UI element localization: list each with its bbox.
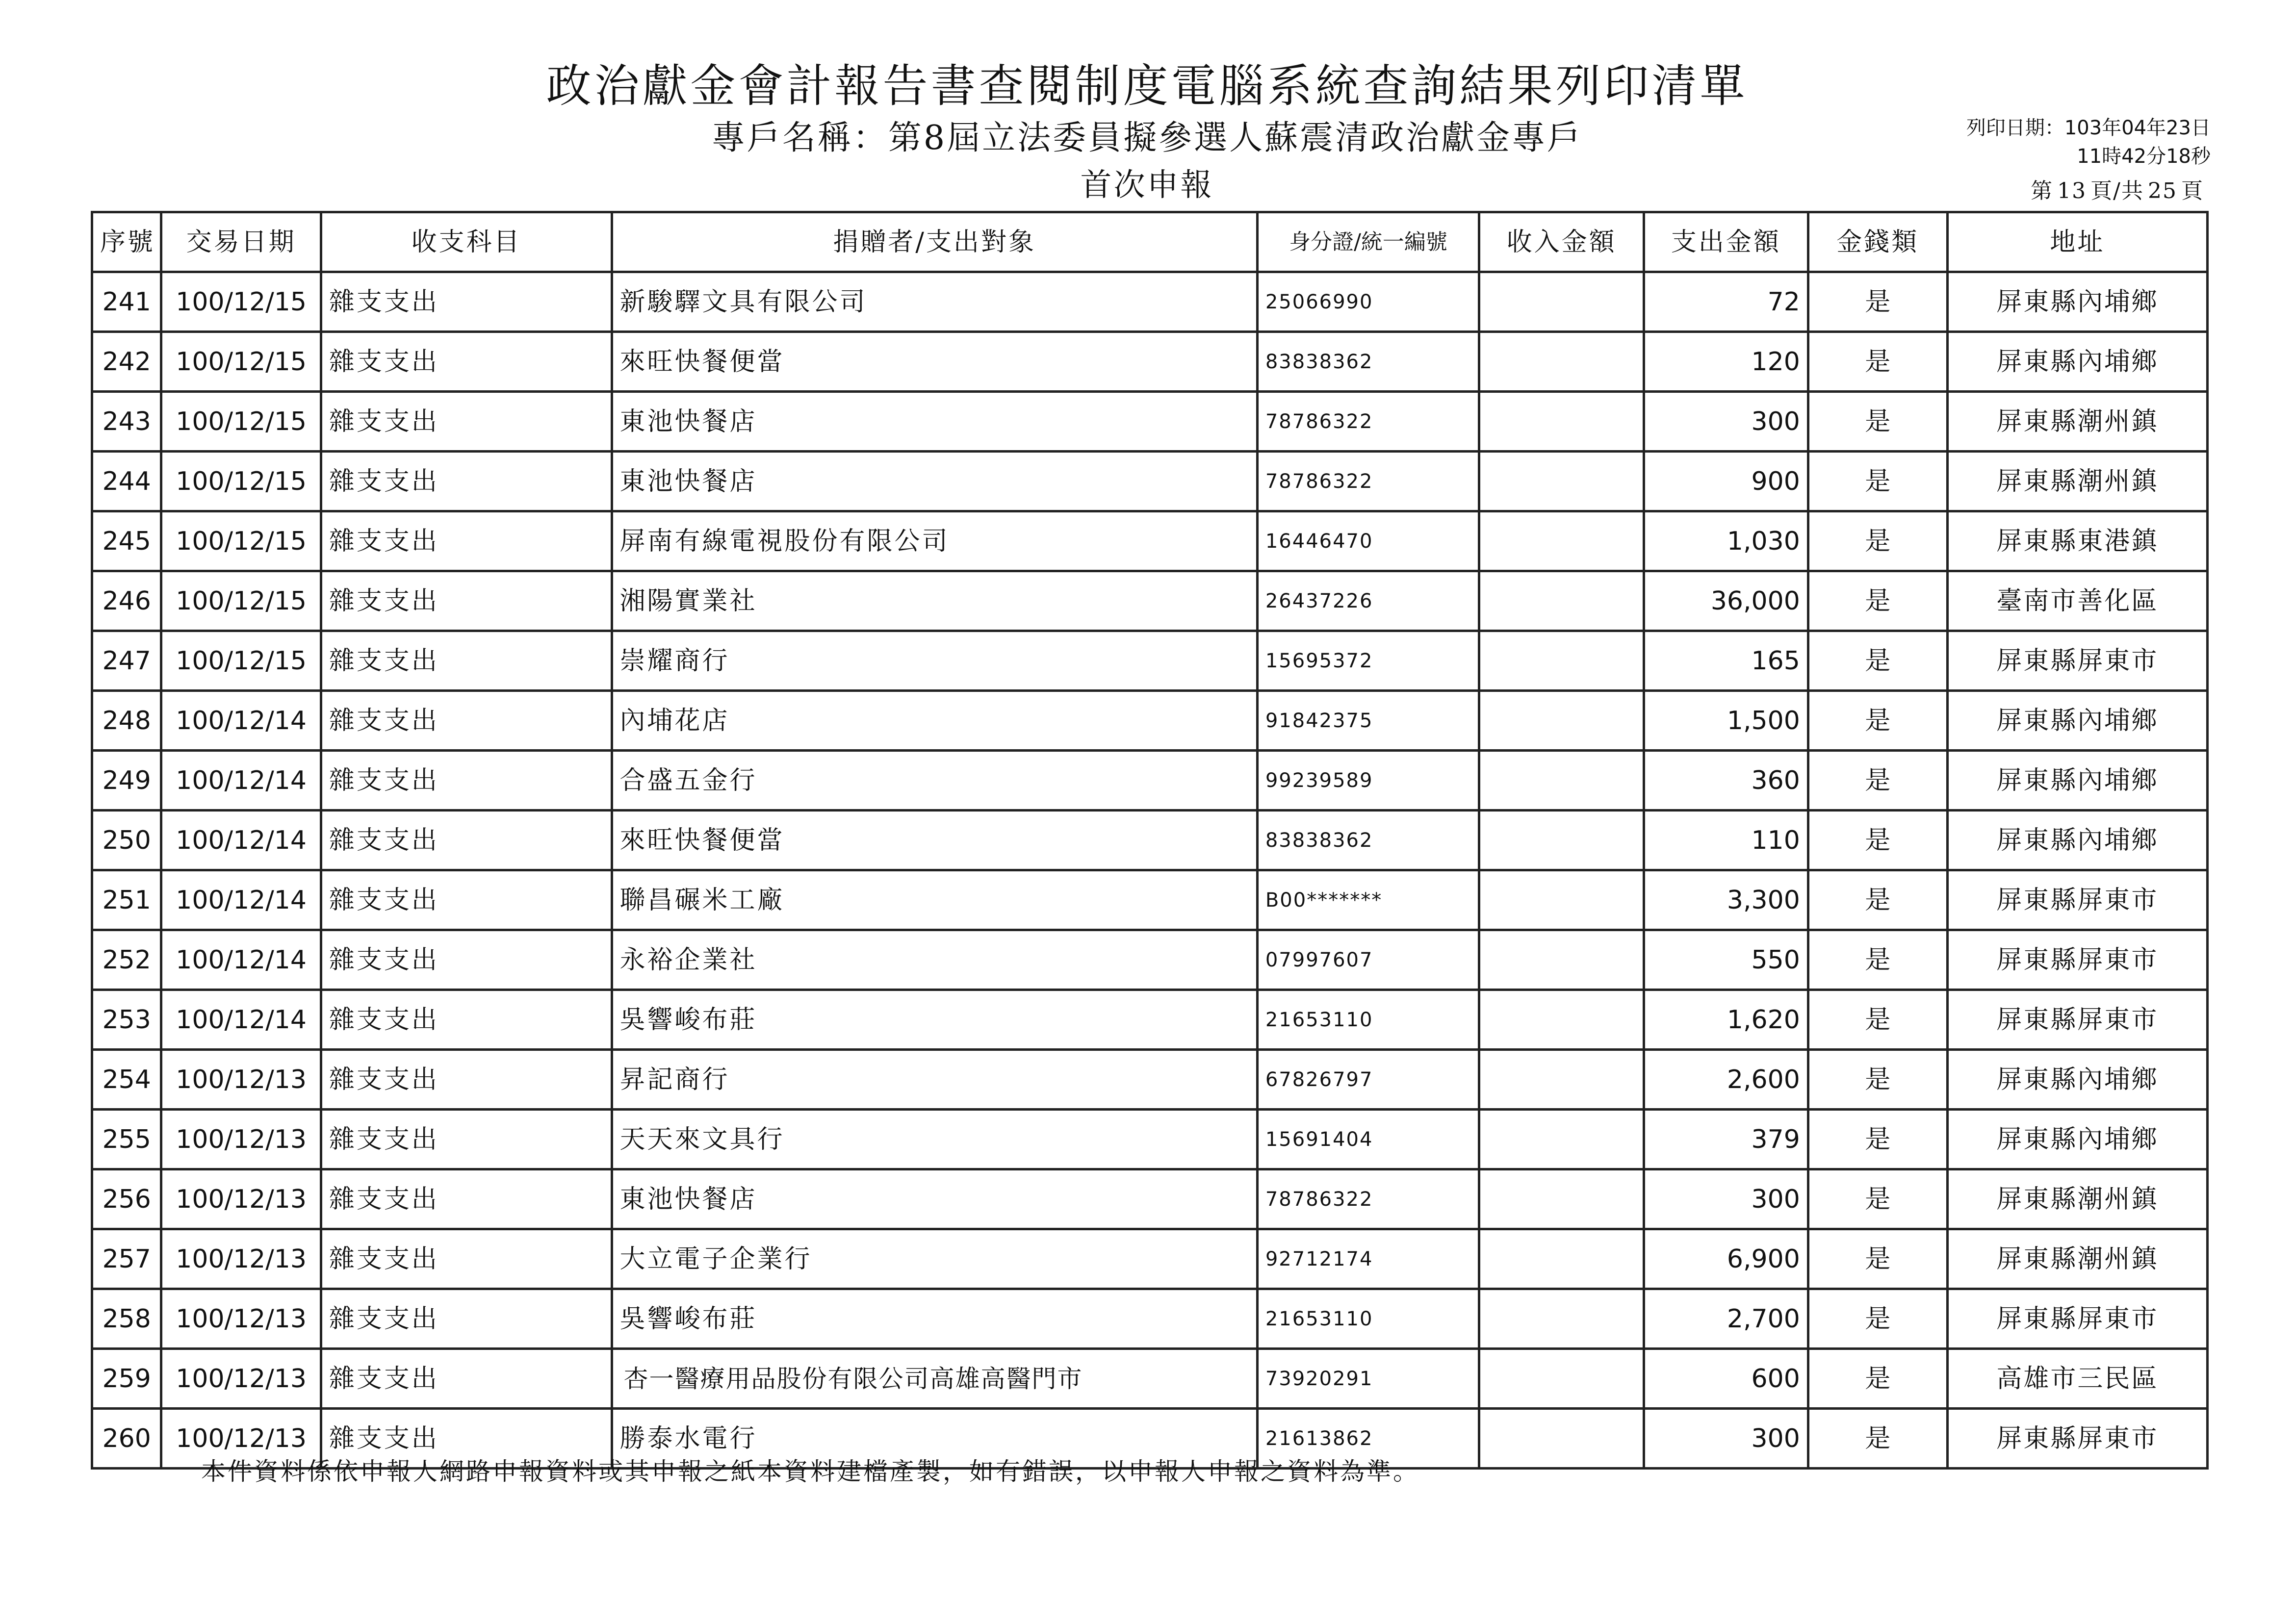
page-mid: 頁/共: [2090, 178, 2144, 203]
row-party: 吳響峻布莊: [612, 990, 1257, 1050]
row-category: 雜支支出: [321, 332, 612, 392]
row-address: 屏東縣屏東市: [1947, 631, 2207, 691]
row-date: 100/12/14: [161, 751, 321, 811]
row-expense: 165: [1644, 631, 1808, 691]
row-party: 合盛五金行: [612, 751, 1257, 811]
table-row: [92, 870, 2208, 930]
row-address: 屏東縣內埔鄉: [1947, 751, 2207, 811]
table-row: [92, 691, 2208, 751]
table-header-row: [92, 212, 2208, 272]
row-category: 雜支支出: [321, 452, 612, 511]
row-id: 67826797: [1257, 1050, 1479, 1110]
row-income: [1479, 990, 1644, 1050]
table-row: [92, 751, 2208, 811]
column-header-expense: 支出金額: [1644, 212, 1808, 272]
row-category: 雜支支出: [321, 392, 612, 452]
row-expense: 600: [1644, 1349, 1808, 1409]
page-prefix: 第: [2031, 178, 2054, 203]
table-row: [92, 1289, 2208, 1349]
table-row: [92, 631, 2208, 691]
row-income: [1479, 1349, 1644, 1409]
row-address: 屏東縣屏東市: [1947, 930, 2207, 990]
row-seq: 250: [92, 811, 161, 870]
row-expense: 300: [1644, 392, 1808, 452]
print-info: [1867, 114, 2211, 171]
row-party: 大立電子企業行: [612, 1229, 1257, 1289]
row-party: 杏一醫療用品股份有限公司高雄高醫門市: [612, 1349, 1257, 1409]
row-address: 屏東縣潮州鎮: [1947, 1169, 2207, 1229]
column-header-address: 地址: [1947, 212, 2207, 272]
row-cash: 是: [1808, 751, 1947, 811]
row-cash: 是: [1808, 1289, 1947, 1349]
row-cash: 是: [1808, 571, 1947, 631]
row-income: [1479, 571, 1644, 631]
row-income: [1479, 930, 1644, 990]
row-cash: 是: [1808, 1229, 1947, 1289]
row-seq: 247: [92, 631, 161, 691]
row-expense: 1,030: [1644, 511, 1808, 571]
row-cash: 是: [1808, 870, 1947, 930]
row-income: [1479, 511, 1644, 571]
row-category: 雜支支出: [321, 930, 612, 990]
row-seq: 257: [92, 1229, 161, 1289]
row-address: 屏東縣潮州鎮: [1947, 452, 2207, 511]
row-party: 內埔花店: [612, 691, 1257, 751]
row-id: 83838362: [1257, 332, 1479, 392]
table-row: [92, 571, 2208, 631]
row-date: 100/12/14: [161, 691, 321, 751]
row-expense: 120: [1644, 332, 1808, 392]
row-cash: 是: [1808, 930, 1947, 990]
row-expense: 900: [1644, 452, 1808, 511]
row-category: 雜支支出: [321, 990, 612, 1050]
row-category: 雜支支出: [321, 691, 612, 751]
row-address: 屏東縣內埔鄉: [1947, 272, 2207, 332]
print-date: 列印日期：103年04年23日: [1966, 117, 2211, 139]
row-id: 78786322: [1257, 452, 1479, 511]
row-address: 屏東縣內埔鄉: [1947, 1050, 2207, 1110]
row-seq: 252: [92, 930, 161, 990]
row-date: 100/12/13: [161, 1409, 321, 1469]
row-income: [1479, 1289, 1644, 1349]
row-address: 屏東縣內埔鄉: [1947, 811, 2207, 870]
row-seq: 255: [92, 1110, 161, 1169]
row-income: [1479, 691, 1644, 751]
row-date: 100/12/13: [161, 1110, 321, 1169]
row-party: 天天來文具行: [612, 1110, 1257, 1169]
row-id: 15691404: [1257, 1110, 1479, 1169]
table-row: [92, 1229, 2208, 1289]
row-income: [1479, 272, 1644, 332]
row-address: 屏東縣潮州鎮: [1947, 392, 2207, 452]
row-seq: 256: [92, 1169, 161, 1229]
row-cash: 是: [1808, 631, 1947, 691]
row-cash: 是: [1808, 1050, 1947, 1110]
row-date: 100/12/13: [161, 1349, 321, 1409]
row-date: 100/12/13: [161, 1169, 321, 1229]
table-row: [92, 452, 2208, 511]
row-income: [1479, 1110, 1644, 1169]
page-current: 13: [2057, 178, 2087, 203]
column-header-id: 身分證/統一編號: [1257, 212, 1479, 272]
row-seq: 243: [92, 392, 161, 452]
column-header-cash: 金錢類: [1808, 212, 1947, 272]
row-address: 屏東縣屏東市: [1947, 870, 2207, 930]
row-party: 永裕企業社: [612, 930, 1257, 990]
page-suffix: 頁: [2181, 178, 2204, 203]
table-row: [92, 811, 2208, 870]
row-id: 16446470: [1257, 511, 1479, 571]
row-expense: 379: [1644, 1110, 1808, 1169]
row-expense: 2,600: [1644, 1050, 1808, 1110]
table-row: [92, 392, 2208, 452]
row-date: 100/12/13: [161, 1050, 321, 1110]
row-address: 屏東縣屏東市: [1947, 1409, 2207, 1469]
print-time: 11時42分18秒: [2077, 145, 2211, 168]
row-cash: 是: [1808, 272, 1947, 332]
row-party: 崇耀商行: [612, 631, 1257, 691]
report-type: 首次申報: [1080, 167, 1214, 203]
row-seq: 258: [92, 1289, 161, 1349]
row-income: [1479, 1229, 1644, 1289]
row-date: 100/12/14: [161, 930, 321, 990]
row-id: 78786322: [1257, 1169, 1479, 1229]
row-income: [1479, 870, 1644, 930]
row-income: [1479, 452, 1644, 511]
page-indicator: [2029, 180, 2206, 202]
row-category: 雜支支出: [321, 1409, 612, 1469]
report-title: 政治獻金會計報告書查閱制度電腦系統查詢結果列印清單: [546, 60, 1748, 112]
row-id: B00*******: [1257, 870, 1479, 930]
row-category: 雜支支出: [321, 1110, 612, 1169]
row-id: 91842375: [1257, 691, 1479, 751]
table-row: [92, 1169, 2208, 1229]
row-date: 100/12/13: [161, 1229, 321, 1289]
row-cash: 是: [1808, 811, 1947, 870]
row-expense: 1,500: [1644, 691, 1808, 751]
row-seq: 245: [92, 511, 161, 571]
row-address: 屏東縣內埔鄉: [1947, 1110, 2207, 1169]
row-date: 100/12/14: [161, 811, 321, 870]
row-id: 99239589: [1257, 751, 1479, 811]
row-category: 雜支支出: [321, 1050, 612, 1110]
row-date: 100/12/13: [161, 1289, 321, 1349]
row-category: 雜支支出: [321, 1169, 612, 1229]
row-income: [1479, 1050, 1644, 1110]
table-row: [92, 1050, 2208, 1110]
row-date: 100/12/15: [161, 452, 321, 511]
footer-note: 本件資料係依申報人網路申報資料或其申報之紙本資料建檔產製，如有錯誤，以申報人申報之資料為準。: [201, 1457, 1419, 1486]
row-party: 新駿驛文具有限公司: [612, 272, 1257, 332]
row-income: [1479, 631, 1644, 691]
row-address: 臺南市善化區: [1947, 571, 2207, 631]
row-income: [1479, 392, 1644, 452]
row-income: [1479, 1409, 1644, 1469]
table-row: [92, 1110, 2208, 1169]
row-address: 屏東縣屏東市: [1947, 1289, 2207, 1349]
table-row: [92, 272, 2208, 332]
row-id: 21653110: [1257, 1289, 1479, 1349]
row-seq: 260: [92, 1409, 161, 1469]
row-category: 雜支支出: [321, 511, 612, 571]
row-income: [1479, 811, 1644, 870]
row-seq: 259: [92, 1349, 161, 1409]
row-date: 100/12/14: [161, 870, 321, 930]
row-category: 雜支支出: [321, 1349, 612, 1409]
row-id: 92712174: [1257, 1229, 1479, 1289]
row-date: 100/12/15: [161, 392, 321, 452]
row-date: 100/12/15: [161, 631, 321, 691]
row-category: 雜支支出: [321, 1229, 612, 1289]
row-seq: 253: [92, 990, 161, 1050]
table-row: [92, 990, 2208, 1050]
column-header-party: 捐贈者/支出對象: [612, 212, 1257, 272]
row-party: 吳響峻布莊: [612, 1289, 1257, 1349]
row-income: [1479, 751, 1644, 811]
row-cash: 是: [1808, 1349, 1947, 1409]
row-cash: 是: [1808, 990, 1947, 1050]
row-id: 21613862: [1257, 1409, 1479, 1469]
row-address: 屏東縣東港鎮: [1947, 511, 2207, 571]
row-seq: 251: [92, 870, 161, 930]
table-row: [92, 511, 2208, 571]
row-cash: 是: [1808, 392, 1947, 452]
row-expense: 550: [1644, 930, 1808, 990]
row-category: 雜支支出: [321, 870, 612, 930]
row-category: 雜支支出: [321, 1289, 612, 1349]
row-cash: 是: [1808, 332, 1947, 392]
row-cash: 是: [1808, 1409, 1947, 1469]
row-party: 昇記商行: [612, 1050, 1257, 1110]
row-expense: 72: [1644, 272, 1808, 332]
row-id: 83838362: [1257, 811, 1479, 870]
column-header-category: 收支科目: [321, 212, 612, 272]
table-row: [92, 332, 2208, 392]
row-id: 07997607: [1257, 930, 1479, 990]
row-seq: 254: [92, 1050, 161, 1110]
row-party: 來旺快餐便當: [612, 811, 1257, 870]
row-id: 73920291: [1257, 1349, 1479, 1409]
page-total: 25: [2148, 178, 2177, 203]
row-id: 25066990: [1257, 272, 1479, 332]
row-party: 湘陽實業社: [612, 571, 1257, 631]
table-row: [92, 930, 2208, 990]
row-expense: 36,000: [1644, 571, 1808, 631]
account-name: 專戶名稱：第8屆立法委員擬參選人蘇震清政治獻金專戶: [711, 119, 1583, 157]
row-expense: 2,700: [1644, 1289, 1808, 1349]
row-id: 15695372: [1257, 631, 1479, 691]
row-date: 100/12/15: [161, 332, 321, 392]
row-category: 雜支支出: [321, 811, 612, 870]
column-header-date: 交易日期: [161, 212, 321, 272]
row-id: 78786322: [1257, 392, 1479, 452]
row-expense: 360: [1644, 751, 1808, 811]
row-category: 雜支支出: [321, 571, 612, 631]
row-seq: 241: [92, 272, 161, 332]
row-cash: 是: [1808, 452, 1947, 511]
row-seq: 249: [92, 751, 161, 811]
row-cash: 是: [1808, 511, 1947, 571]
row-category: 雜支支出: [321, 631, 612, 691]
row-party: 聯昌碾米工廠: [612, 870, 1257, 930]
row-seq: 242: [92, 332, 161, 392]
column-header-seq: 序號: [92, 212, 161, 272]
row-address: 屏東縣內埔鄉: [1947, 332, 2207, 392]
row-income: [1479, 1169, 1644, 1229]
row-id: 26437226: [1257, 571, 1479, 631]
row-id: 21653110: [1257, 990, 1479, 1050]
row-expense: 6,900: [1644, 1229, 1808, 1289]
row-cash: 是: [1808, 691, 1947, 751]
row-income: [1479, 332, 1644, 392]
ledger-table: [91, 211, 2209, 1470]
column-header-income: 收入金額: [1479, 212, 1644, 272]
row-expense: 110: [1644, 811, 1808, 870]
row-cash: 是: [1808, 1110, 1947, 1169]
row-party: 來旺快餐便當: [612, 332, 1257, 392]
row-address: 屏東縣屏東市: [1947, 990, 2207, 1050]
row-category: 雜支支出: [321, 272, 612, 332]
row-expense: 1,620: [1644, 990, 1808, 1050]
row-seq: 248: [92, 691, 161, 751]
row-expense: 300: [1644, 1169, 1808, 1229]
row-party: 屏南有線電視股份有限公司: [612, 511, 1257, 571]
row-address: 屏東縣潮州鎮: [1947, 1229, 2207, 1289]
row-party: 東池快餐店: [612, 1169, 1257, 1229]
row-seq: 244: [92, 452, 161, 511]
row-date: 100/12/15: [161, 571, 321, 631]
row-cash: 是: [1808, 1169, 1947, 1229]
row-expense: 3,300: [1644, 870, 1808, 930]
row-category: 雜支支出: [321, 751, 612, 811]
row-date: 100/12/15: [161, 272, 321, 332]
row-date: 100/12/14: [161, 990, 321, 1050]
row-party: 東池快餐店: [612, 392, 1257, 452]
row-party: 勝泰水電行: [612, 1409, 1257, 1469]
row-expense: 300: [1644, 1409, 1808, 1469]
row-seq: 246: [92, 571, 161, 631]
row-address: 高雄市三民區: [1947, 1349, 2207, 1409]
row-party: 東池快餐店: [612, 452, 1257, 511]
row-address: 屏東縣內埔鄉: [1947, 691, 2207, 751]
row-date: 100/12/15: [161, 511, 321, 571]
table-row: [92, 1349, 2208, 1409]
